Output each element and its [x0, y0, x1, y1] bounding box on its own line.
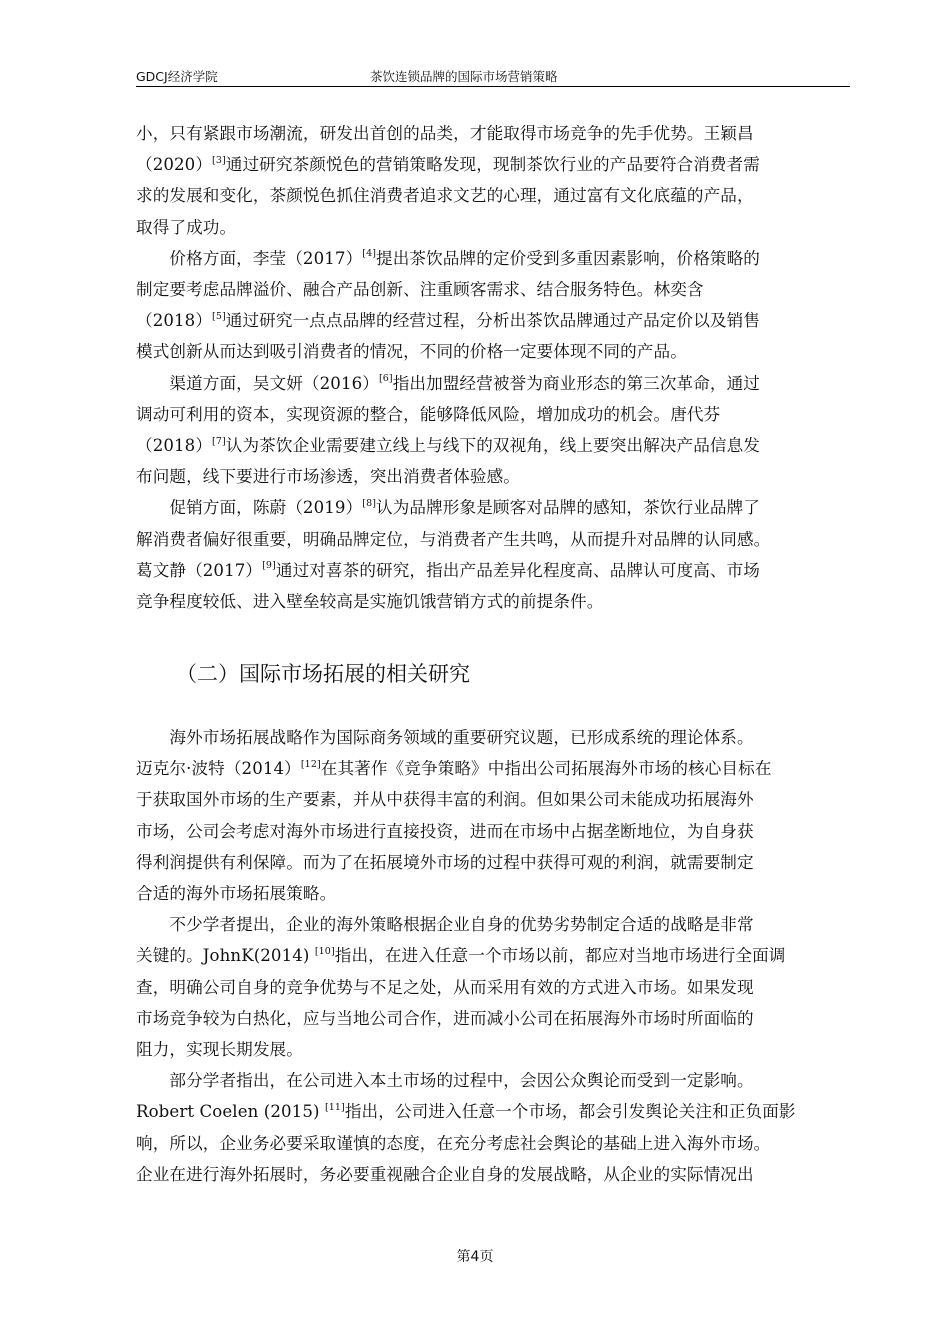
text-line: 得利润提供有利保障。而为了在拓展境外市场的过程中获得可观的利润，就需要制定	[136, 852, 754, 872]
page-header	[136, 64, 850, 87]
text-line: 海外市场拓展战略作为国际商务领域的重要研究议题，已形成系统的理论体系。	[136, 728, 754, 747]
text-line: 小，只有紧跟市场潮流，研发出首创的品类，才能取得市场竞争的先手优势。王颖昌	[136, 124, 754, 143]
text-line: 解消费者偏好很重要，明确品牌定位，与消费者产生共鸣，从而提升对品牌的认同感。	[136, 529, 771, 549]
text-line: 不少学者提出，企业的海外策略根据企业自身的优势劣势制定合适的战略是非常	[136, 915, 754, 935]
text-line: 调动可利用的资本，实现资源的整合，能够降低风险，增加成功的机会。唐代芬	[136, 404, 721, 424]
text-line: 部分学者指出，在公司进入本土市场的过程中，会因公众舆论而受到一定影响。	[136, 1071, 754, 1091]
citation-marker: [12]	[300, 758, 321, 770]
text-line: 关键的。JohnK(2014) [10]指出，在进入任意一个市场以前，都应对当地市场进行全面调	[136, 945, 786, 966]
text-line: 阻力，实现长期发展。	[136, 1040, 303, 1060]
text-line: 市场，公司会考虑对海外市场进行直接投资，进而在市场中占据垄断地位，为自身获	[136, 821, 754, 841]
text-line: 合适的海外市场拓展策略。	[136, 884, 337, 904]
text-line: 企业在进行海外拓展时，务必要重视融合企业自身的发展战略，从企业的实际情况出	[136, 1164, 754, 1184]
text-line: Robert Coelen (2015) [11]指出，公司进入任意一个市场，都会引发舆论关注和正负面影	[136, 1101, 796, 1122]
text-line: 竞争程度较低、进入壁垒较高是实施饥饿营销方式的前提条件。	[136, 592, 604, 612]
text-line: 制定要考虑品牌溢价、融合产品创新、注重顾客需求、结合服务特色。林奕含	[136, 280, 704, 300]
text-line: （2020）[3]通过研究茶颜悦色的营销策略发现，现制茶饮行业的产品要符合消费者需	[136, 154, 760, 175]
text-line: 市场竞争较为白热化，应与当地公司合作，进而减小公司在拓展海外市场时所面临的	[136, 1008, 754, 1028]
paragraphs-international-market	[136, 722, 850, 1190]
text-line: 迈克尔·波特（2014）[12]在其著作《竞争策略》中指出公司拓展海外市场的核心目标在	[136, 758, 772, 779]
text-line: 响，所以，企业务必要采取谨慎的态度，在充分考虑社会舆论的基础上进入海外市场。	[136, 1133, 771, 1153]
text-line: 查，明确公司自身的竞争优势与不足之处，从而采用有效的方式进入市场。如果发现	[136, 977, 754, 997]
body-section-2	[136, 722, 850, 1190]
text-line: （2018）[5]通过研究一点点品牌的经营过程，分析出茶饮品牌通过产品定价以及销售	[136, 310, 760, 331]
citation-marker: [7]	[212, 435, 226, 447]
paragraphs-marketing-mix	[136, 118, 850, 617]
page-number: 第4页	[456, 1249, 494, 1265]
citation-marker: [6]	[378, 373, 393, 385]
text-line: 取得了成功。	[136, 217, 237, 237]
body-section-1	[136, 118, 850, 617]
citation-marker: [3]	[212, 154, 226, 166]
text-line: 于获取国外市场的生产要素，并从中获得丰富的利润。但如果公司未能成功拓展海外	[136, 790, 754, 810]
citation-marker: [10]	[314, 945, 335, 957]
citation-marker: [8]	[362, 497, 377, 509]
text-line: （2018）[7]认为茶饮企业需要建立线上与线下的双视角，线上要突出解决产品信息发	[136, 435, 760, 456]
text-line: 价格方面，李莹（2017）[4]提出茶饮品牌的定价受到多重因素影响，价格策略的	[136, 248, 760, 268]
citation-marker: [9]	[262, 560, 276, 572]
text-line: 求的发展和变化，茶颜悦色抓住消费者追求文艺的心理，通过富有文化底蕴的产品，	[136, 186, 754, 206]
header-title: 茶饮连锁品牌的国际市场营销策略	[370, 69, 558, 84]
text-line: 布问题，线下要进行市场渗透，突出消费者体验感。	[136, 467, 520, 487]
citation-marker: [4]	[362, 248, 377, 260]
text-line: 促销方面，陈蔚（2019）[8]认为品牌形象是顾客对品牌的感知，茶饮行业品牌了	[136, 497, 760, 518]
text-line: 模式创新从而达到吸引消费者的情况，不同的价格一定要体现不同的产品。	[136, 342, 687, 362]
text-line: 渠道方面，吴文妍（2016）[6]指出加盟经营被誉为商业形态的第三次革命，通过	[136, 373, 760, 393]
citation-marker: [5]	[212, 310, 226, 322]
header-school: GDCJ经济学院	[136, 69, 218, 84]
citation-marker: [11]	[324, 1101, 345, 1113]
text-line: 葛文静（2017）[9]通过对喜茶的研究，指出产品差异化程度高、品牌认可度高、市场	[136, 560, 760, 580]
section-heading: （二）国际市场拓展的相关研究	[176, 662, 470, 686]
